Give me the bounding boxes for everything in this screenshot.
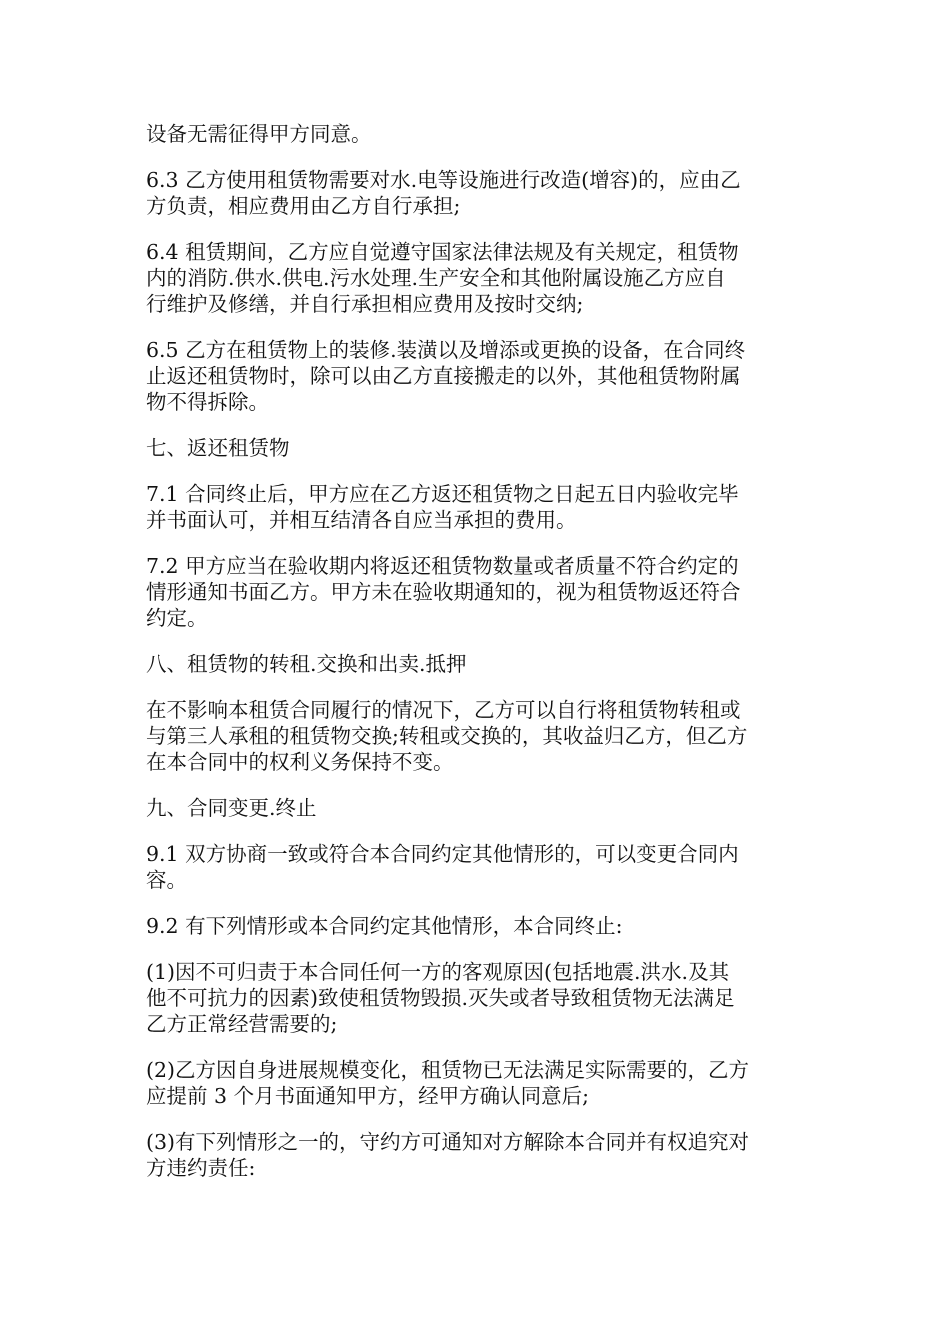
paragraph-9-2: 9.2 有下列情形或本合同约定其他情形，本合同终止: bbox=[146, 914, 623, 938]
paragraph-6-4: 6.4 租赁期间，乙方应自觉遵守国家法律法规及有关规定，租赁物 内的消防.供水.供电.污水处理.生产安全和其他附属设施乙方应自 行维护及修缮，并自行承担相应费用及按时交纳; bbox=[146, 240, 739, 316]
section-heading-8: 八、租赁物的转租.交换和出卖.抵押 bbox=[146, 652, 467, 676]
list-item-3: (3)有下列情形之一的，守约方可通知对方解除本合同并有权追究对 方违约责任: bbox=[146, 1130, 750, 1180]
section-heading-9: 九、合同变更.终止 bbox=[146, 796, 317, 820]
document-body bbox=[146, 121, 814, 1201]
list-item-2: (2)乙方因自身进展规模变化，租赁物已无法满足实际需要的，乙方 应提前 3 个月书面通知甲方，经甲方确认同意后; bbox=[146, 1058, 750, 1108]
list-item-1: (1)因不可归责于本合同任何一方的客观原因(包括地震.洪水.及其 他不可抗力的因素)致使租赁物毁损.灭失或者导致租赁物无法满足 乙方正常经营需要的; bbox=[146, 960, 735, 1036]
paragraph-7-1: 7.1 合同终止后，甲方应在乙方返还租赁物之日起五日内验收完毕 并书面认可，并相互结清各自应当承担的费用。 bbox=[146, 482, 739, 532]
paragraph-8-body: 在不影响本租赁合同履行的情况下，乙方可以自行将租赁物转租或 与第三人承租的租赁物交换;转租或交换的，其收益归乙方，但乙方 在本合同中的权利义务保持不变。 bbox=[146, 698, 748, 774]
paragraph-6-2-tail: 设备无需征得甲方同意。 bbox=[146, 122, 372, 146]
section-heading-7: 七、返还租赁物 bbox=[146, 436, 290, 460]
paragraph-6-3: 6.3 乙方使用租赁物需要对水.电等设施进行改造(增容)的，应由乙 方负责，相应费用由乙方自行承担; bbox=[146, 168, 741, 218]
paragraph-9-1: 9.1 双方协商一致或符合本合同约定其他情形的，可以变更合同内 容。 bbox=[146, 842, 739, 892]
paragraph-7-2: 7.2 甲方应当在验收期内将返还租赁物数量或者质量不符合约定的 情形通知书面乙方。甲方未在验收期通知的，视为租赁物返还符合 约定。 bbox=[146, 554, 741, 630]
paragraph-6-5: 6.5 乙方在租赁物上的装修.装潢以及增添或更换的设备，在合同终 止返还租赁物时，除可以由乙方直接搬走的以外，其他租赁物附属 物不得拆除。 bbox=[146, 338, 746, 414]
